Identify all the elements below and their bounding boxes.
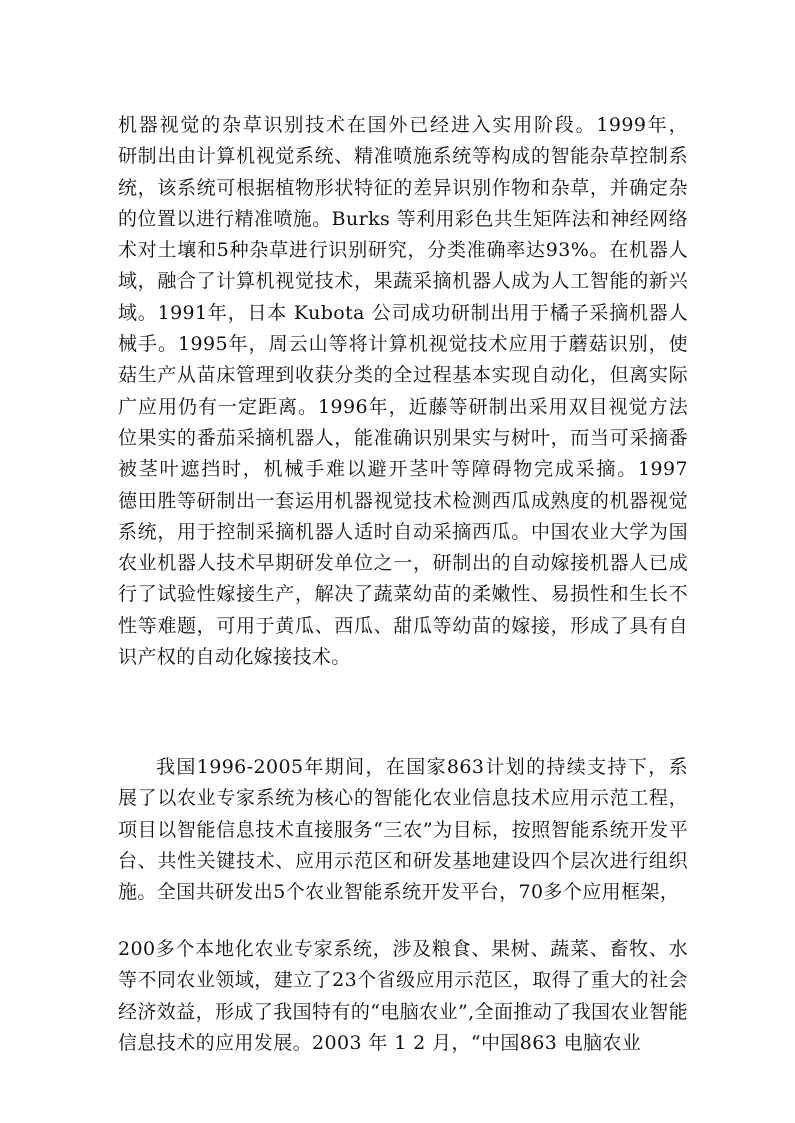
text-line: 行了试验性嫁接生产，解决了蔬菜幼苗的柔嫩性、易损性和生长不 bbox=[118, 583, 688, 606]
text-line: 200多个本地化农业专家系统，涉及粮食、果树、蔬菜、畜牧、水 bbox=[118, 938, 688, 960]
text-line: 经济效益，形成了我国特有的“电脑农业”,全面推动了我国农业智能 bbox=[118, 1000, 688, 1023]
text-line: 施。全国共研发出5个农业智能系统开发平台，70多个应用框架， bbox=[118, 881, 680, 904]
text-line: 展了以农业专家系统为核心的智能化农业信息技术应用示范工程， bbox=[118, 787, 688, 810]
text-line: 位果实的番茄采摘机器人，能准确识别果实与树叶，而当可采摘番 bbox=[118, 426, 688, 449]
text-line: 术对土壤和5种杂草进行识别研究，分类准确率达93%。在机器人 bbox=[118, 239, 688, 262]
text-line: 台、共性关键技术、应用示范区和研发基地建设四个层次进行组织 bbox=[118, 849, 688, 872]
text-line: 项目以智能信息技术直接服务“三农”为目标，按照智能系统开发平 bbox=[118, 818, 688, 841]
text-line: 域。1991年，日本 Kubota 公司成功研制出用于橘子采摘机器人 bbox=[118, 301, 688, 324]
text-line: 性等难题，可用于黄瓜、西瓜、甜瓜等幼苗的嫁接，形成了具有自 bbox=[118, 614, 688, 637]
text-line: 信息技术的应用发展。2003 年 1 2 月，“中国863 电脑农业 bbox=[118, 1031, 642, 1054]
text-line: 广应用仍有一定距离。1996年，近藤等研制出采用双目视觉方法 bbox=[118, 395, 688, 418]
text-line: 菇生产从苗床管理到收获分类的全过程基本实现自动化，但离实际 bbox=[118, 364, 688, 387]
text-line: 机器视觉的杂草识别技术在国外已经进入实用阶段。1999年， bbox=[118, 114, 688, 136]
text-line: 统，该系统可根据植物形状特征的差异识别作物和杂草，并确定杂 bbox=[118, 176, 688, 199]
paragraph-863-program bbox=[118, 752, 688, 908]
text-line: 农业机器人技术早期研发单位之一，研制出的自动嫁接机器人已成 bbox=[118, 552, 688, 575]
text-line: 研制出由计算机视觉系统、精准喷施系统等构成的智能杂草控制系 bbox=[118, 145, 688, 168]
text-line: 械手。1995年，周云山等将计算机视觉技术应用于蘑菇识别，使 bbox=[118, 333, 688, 356]
text-line: 德田胜等研制出一套运用机器视觉技术检测西瓜成熟度的机器视觉 bbox=[118, 489, 688, 512]
text-line: 我国1996-2005年期间，在国家863计划的持续支持下，系 bbox=[156, 756, 688, 778]
text-line: 域，融合了计算机视觉技术，果蔬采摘机器人成为人工智能的新兴 bbox=[118, 270, 688, 293]
text-line: 等不同农业领域，建立了23个省级应用示范区，取得了重大的社会 bbox=[118, 969, 688, 992]
text-line: 被茎叶遮挡时，机械手难以避开茎叶等障碍物完成采摘。1997 bbox=[118, 458, 688, 481]
text-line: 系统，用于控制采摘机器人适时自动采摘西瓜。中国农业大学为国 bbox=[118, 520, 688, 543]
text-line: 的位置以进行精准喷施。Burks 等利用彩色共生矩阵法和神经网络 bbox=[118, 207, 688, 230]
paragraph-machine-vision bbox=[118, 110, 688, 673]
paragraph-expert-systems bbox=[118, 934, 688, 1059]
text-line: 识产权的自动化嫁接技术。 bbox=[118, 646, 351, 669]
